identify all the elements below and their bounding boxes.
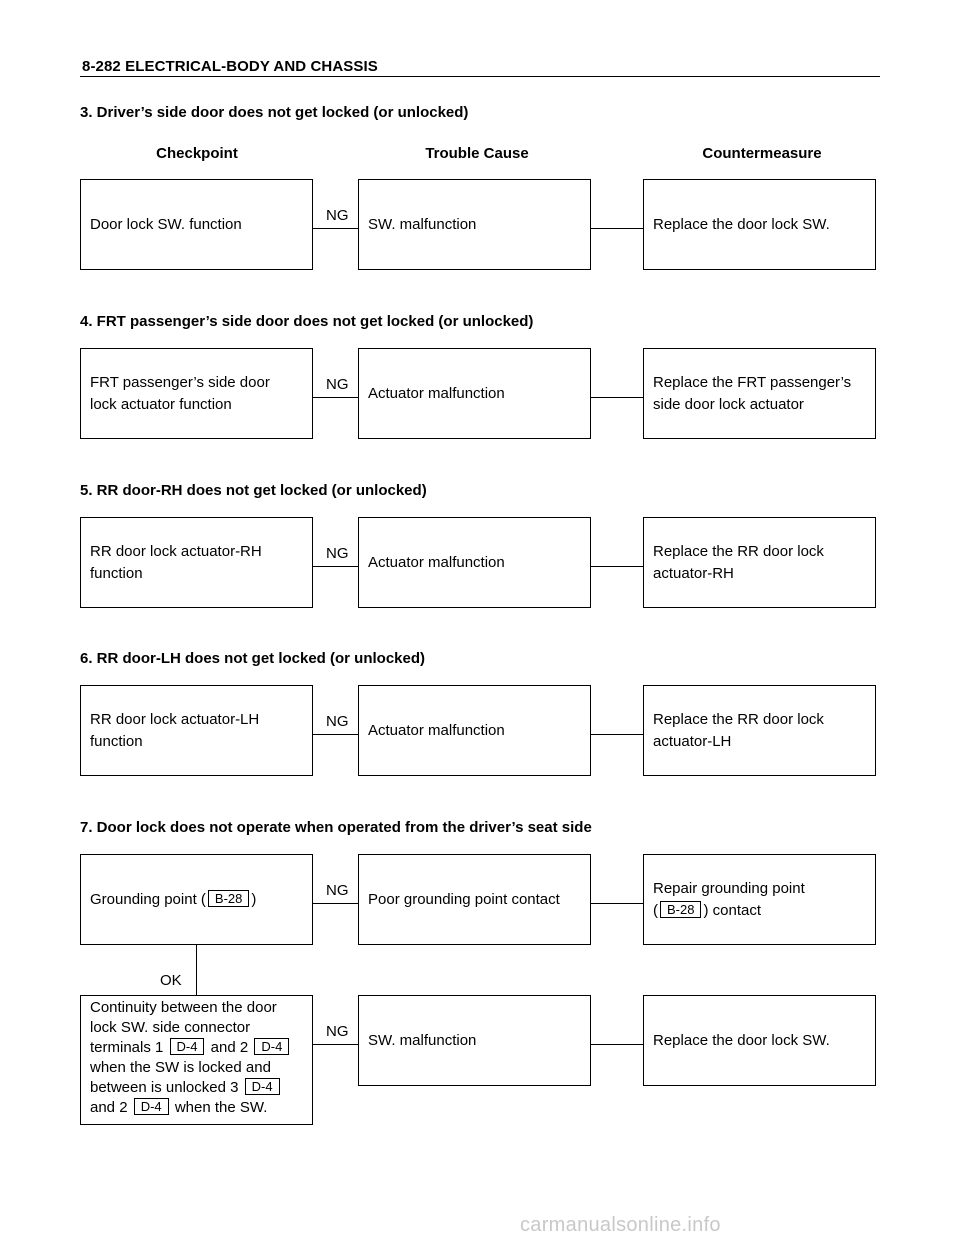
connector-ref-b28: B-28 bbox=[208, 890, 249, 907]
section-7-connector-1 bbox=[590, 903, 644, 904]
section-4-cause-box bbox=[358, 348, 591, 439]
section-3-countermeasure-text: Replace the door lock SW. bbox=[653, 215, 830, 233]
section-7-countermeasure-1-line2: ) contact bbox=[703, 901, 761, 919]
section-3-connector bbox=[590, 228, 644, 229]
section-5-countermeasure-line1: Replace the RR door lock bbox=[653, 542, 824, 560]
section-6-countermeasure-box bbox=[643, 685, 876, 776]
section-6-title: 6. RR door-LH does not get locked (or unlocked) bbox=[80, 650, 426, 667]
section-3-checkpoint-box bbox=[80, 179, 313, 270]
section-6-checkpoint-line2: function bbox=[90, 732, 143, 750]
section-6-checkpoint-line1: RR door lock actuator-LH bbox=[90, 710, 260, 728]
section-6-cause-text: Actuator malfunction bbox=[368, 721, 505, 739]
section-6-countermeasure-line1: Replace the RR door lock bbox=[653, 710, 824, 728]
header-rule bbox=[80, 76, 880, 77]
section-7-checkpoint-box-2 bbox=[80, 995, 313, 1125]
connector-ref-b28: B-28 bbox=[660, 901, 701, 918]
section-6-ng-label: NG bbox=[326, 713, 349, 730]
footer-watermark: carmanualsonline.info bbox=[520, 1214, 721, 1236]
connector-ref-d4: D-4 bbox=[245, 1078, 280, 1095]
section-7-checkpoint-2-line6b: when the SW. bbox=[174, 1099, 268, 1116]
section-7-cause-1-text: Poor grounding point contact bbox=[368, 890, 560, 908]
section-4-title: 4. FRT passenger’s side door does not get locked (or unlocked) bbox=[80, 313, 534, 330]
section-7-checkpoint-1-close: ) bbox=[251, 890, 257, 908]
section-3-countermeasure-box bbox=[643, 179, 876, 270]
section-7-checkpoint-2-line3b: and 2 bbox=[210, 1039, 249, 1056]
section-5-ng-connector bbox=[312, 566, 359, 567]
column-header-countermeasure: Countermeasure bbox=[702, 145, 822, 162]
column-header-checkpoint: Checkpoint bbox=[156, 145, 238, 162]
section-7-ng-label-2: NG bbox=[326, 1023, 349, 1040]
section-3-cause-box bbox=[358, 179, 591, 270]
section-7-countermeasure-box-1 bbox=[643, 854, 876, 945]
section-7-countermeasure-1-open: ( bbox=[653, 901, 658, 919]
page-header: 8-282 ELECTRICAL-BODY AND CHASSIS bbox=[82, 58, 378, 75]
section-7-connector-2 bbox=[590, 1044, 644, 1045]
section-5-ng-label: NG bbox=[326, 545, 349, 562]
section-7-cause-2-text: SW. malfunction bbox=[368, 1031, 477, 1049]
section-7-checkpoint-2-line3a: terminals 1 bbox=[90, 1039, 164, 1056]
section-7-ng-label-1: NG bbox=[326, 882, 349, 899]
section-7-ng-connector-1 bbox=[312, 903, 359, 904]
section-4-countermeasure-line2: side door lock actuator bbox=[653, 395, 804, 413]
section-3-ng-label: NG bbox=[326, 207, 349, 224]
section-5-title: 5. RR door-RH does not get locked (or unlocked) bbox=[80, 482, 427, 499]
section-4-ng-connector bbox=[312, 397, 359, 398]
section-5-countermeasure-line2: actuator-RH bbox=[653, 564, 734, 582]
section-5-checkpoint-box bbox=[80, 517, 313, 608]
section-7-cause-box-2 bbox=[358, 995, 591, 1086]
section-7-checkpoint-1-text: Grounding point ( bbox=[90, 890, 206, 908]
section-4-countermeasure-line1: Replace the FRT passenger’s bbox=[653, 373, 852, 391]
section-7-ng-connector-2 bbox=[312, 1044, 359, 1045]
section-5-checkpoint-line1: RR door lock actuator-RH bbox=[90, 542, 262, 560]
section-7-ok-connector bbox=[196, 944, 197, 996]
section-6-connector bbox=[590, 734, 644, 735]
section-6-countermeasure-line2: actuator-LH bbox=[653, 732, 732, 750]
section-4-countermeasure-box bbox=[643, 348, 876, 439]
section-3-ng-connector bbox=[312, 228, 359, 229]
section-7-countermeasure-box-2 bbox=[643, 995, 876, 1086]
section-7-ok-label: OK bbox=[160, 972, 182, 989]
section-3-checkpoint-text: Door lock SW. function bbox=[90, 215, 242, 233]
section-7-title: 7. Door lock does not operate when operated from the driver’s seat side bbox=[80, 819, 592, 836]
section-7-cause-box-1 bbox=[358, 854, 591, 945]
section-7-countermeasure-2-text: Replace the door lock SW. bbox=[653, 1031, 830, 1049]
connector-ref-d4: D-4 bbox=[254, 1038, 289, 1055]
section-4-connector bbox=[590, 397, 644, 398]
section-7-checkpoint-2-line6a: and 2 bbox=[90, 1099, 128, 1116]
connector-ref-d4: D-4 bbox=[170, 1038, 205, 1055]
section-7-checkpoint-2-line1: Continuity between the door bbox=[90, 999, 277, 1016]
section-7-checkpoint-2-line2: lock SW. side connector bbox=[90, 1019, 251, 1036]
section-6-checkpoint-box bbox=[80, 685, 313, 776]
column-header-trouble-cause: Trouble Cause bbox=[425, 145, 529, 162]
section-3-cause-text: SW. malfunction bbox=[368, 215, 477, 233]
section-4-ng-label: NG bbox=[326, 376, 349, 393]
section-5-connector bbox=[590, 566, 644, 567]
section-5-cause-box bbox=[358, 517, 591, 608]
connector-ref-d4: D-4 bbox=[134, 1098, 169, 1115]
section-6-cause-box bbox=[358, 685, 591, 776]
section-7-checkpoint-2-line4: when the SW is locked and bbox=[90, 1059, 271, 1076]
section-4-checkpoint-box bbox=[80, 348, 313, 439]
section-6-ng-connector bbox=[312, 734, 359, 735]
section-3-title: 3. Driver’s side door does not get locked (or unlocked) bbox=[80, 104, 469, 121]
section-7-checkpoint-2-line5: between is unlocked 3 bbox=[90, 1079, 239, 1096]
section-5-countermeasure-box bbox=[643, 517, 876, 608]
section-4-checkpoint-line1: FRT passenger’s side door bbox=[90, 373, 270, 391]
section-4-cause-text: Actuator malfunction bbox=[368, 384, 505, 402]
section-4-checkpoint-line2: lock actuator function bbox=[90, 395, 232, 413]
section-7-countermeasure-1-line1: Repair grounding point bbox=[653, 879, 805, 897]
section-7-checkpoint-box-1 bbox=[80, 854, 313, 945]
section-5-cause-text: Actuator malfunction bbox=[368, 553, 505, 571]
section-5-checkpoint-line2: function bbox=[90, 564, 143, 582]
